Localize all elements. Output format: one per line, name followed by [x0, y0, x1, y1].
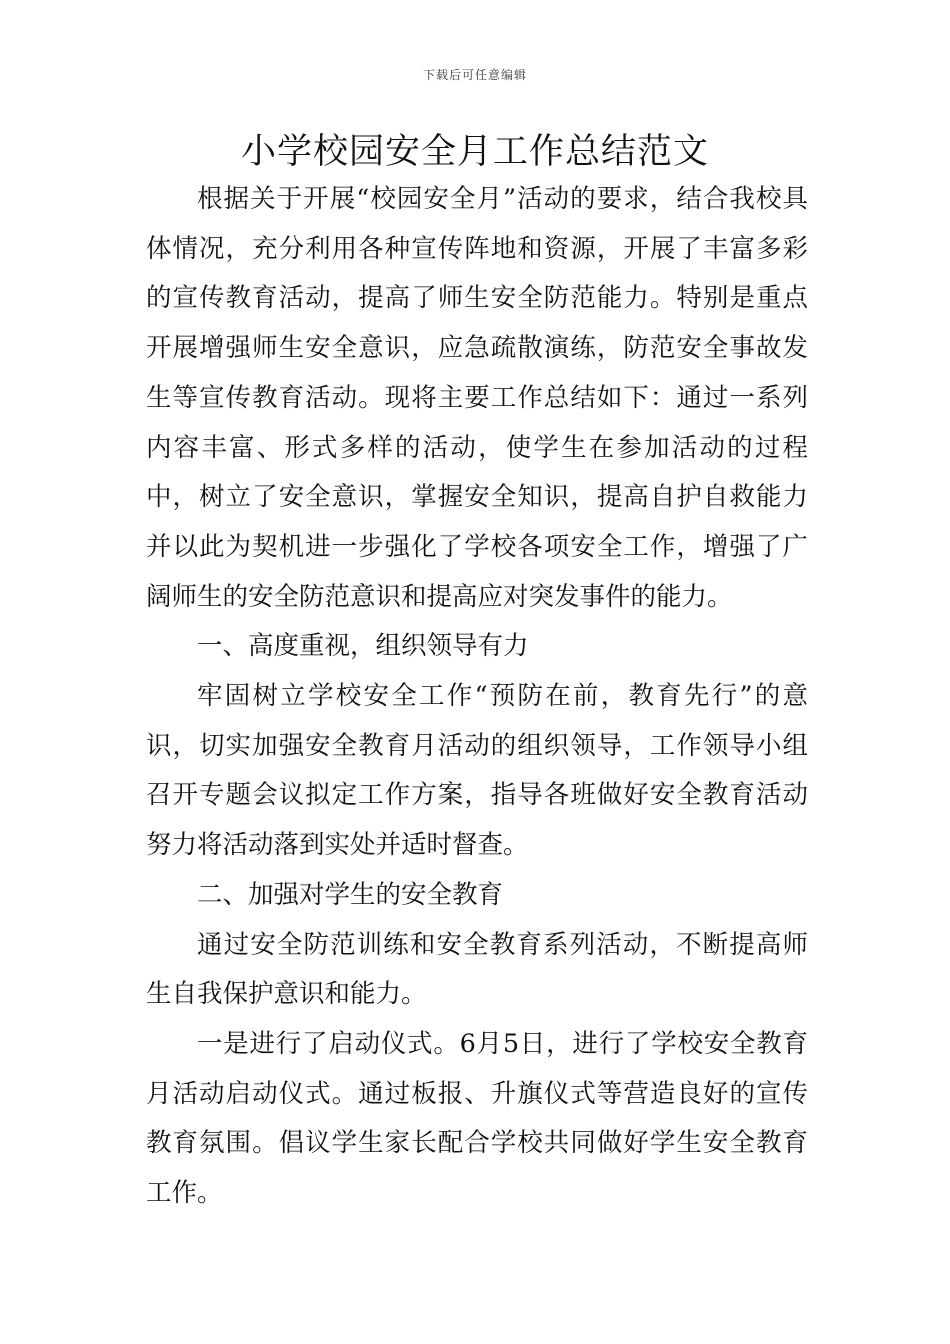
section-heading-2: 二、加强对学生的安全教育 — [197, 879, 504, 910]
paragraph-launch-ceremony: 一是进行了启动仪式。6月5日，进行了学校安全教育月活动启动仪式。通过板报、升旗仪式等营造良好的宣传教育氛围。倡议学生家长配合学校共同做好学生安全教育工作。 — [146, 1028, 808, 1209]
paragraph-section-1: 牢固树立学校安全工作“预防在前，教育先行”的意识，切实加强安全教育月活动的组织领导，工作领导小组召开专题会议拟定工作方案，指导各班做好安全教育活动努力将活动落到实处并适时督查。 — [146, 681, 808, 861]
document-title: 小学校园安全月工作总结范文 — [240, 132, 709, 172]
paragraph-intro: 根据关于开展“校园安全月”活动的要求，结合我校具体情况，充分利用各种宣传阵地和资源，开展了丰富多彩的宣传教育活动，提高了师生安全防范能力。特别是重点开展增强师生安全意识，应急疏散演练，防范安全事故发生等宣传教育活动。现将主要工作总结如下：通过一系列内容丰富、形式多样的活动，使学生在参加活动的过程中，树立了安全意识，掌握安全知识，提高自护自救能力并以此为契机进一步强化了学校各项安全工作，增强了广阔师生的安全防范意识和提高应对突发事件的能力。 — [146, 184, 808, 612]
header-note: 下载后可任意编辑 — [422, 68, 527, 82]
paragraph-section-2: 通过安全防范训练和安全教育系列活动，不断提高师生自我保护意识和能力。 — [146, 929, 808, 1010]
document-body — [146, 175, 808, 1219]
section-heading-1: 一、高度重视，组织领导有力 — [197, 631, 529, 662]
